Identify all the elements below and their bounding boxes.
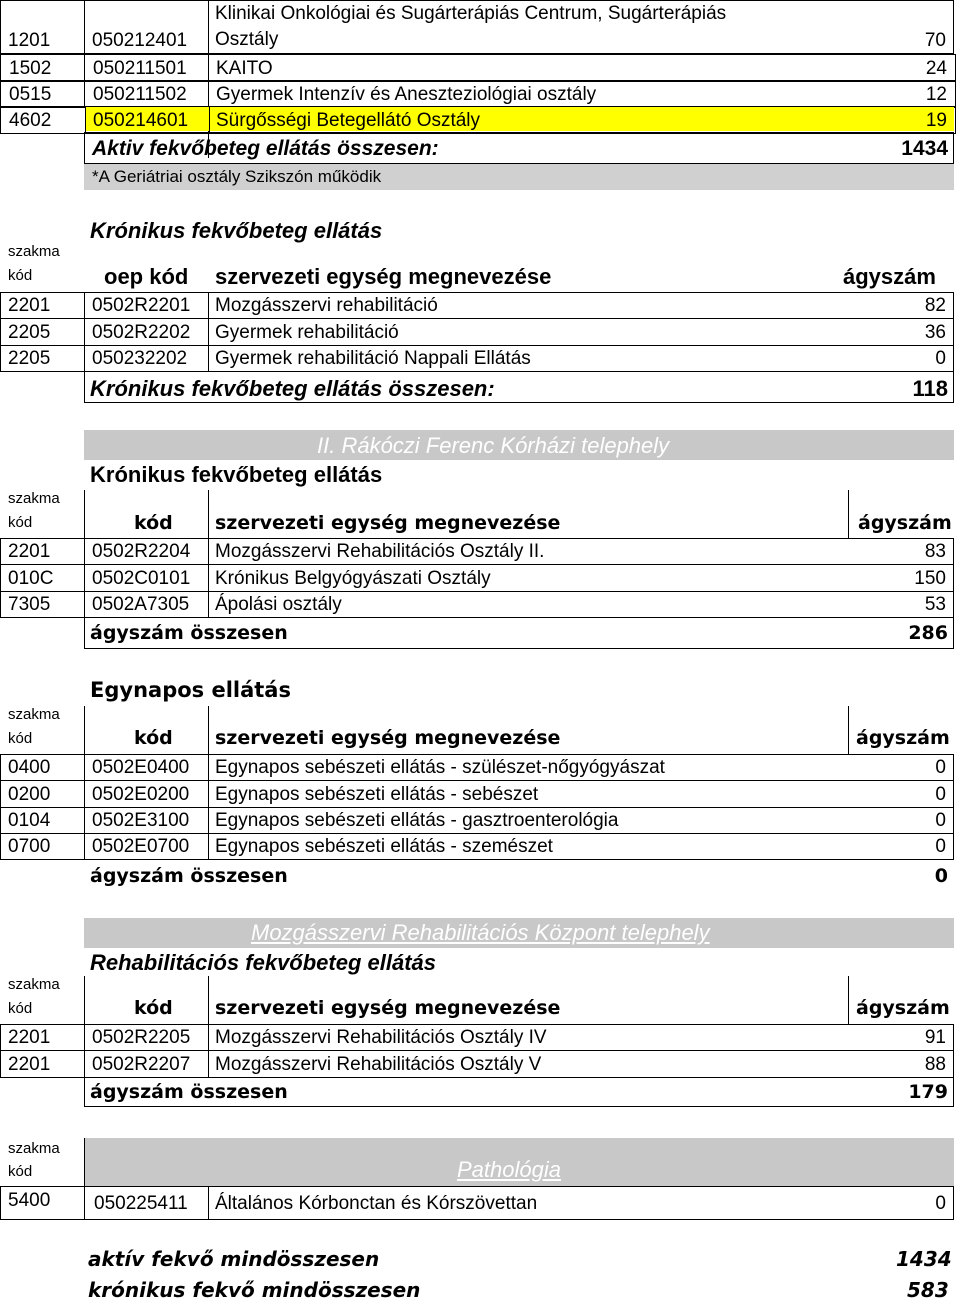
top-row-name-line2: Osztály xyxy=(215,29,279,50)
table-row xyxy=(0,1024,954,1050)
summary-kronikus-value: 583 xyxy=(907,1278,949,1302)
table-row xyxy=(0,807,954,833)
table-row xyxy=(0,565,954,591)
cell-beds: 0 xyxy=(935,784,946,805)
cell-szakma: 2205 xyxy=(8,348,51,369)
top-row-beds: 70 xyxy=(924,30,946,51)
section-title: Krónikus fekvőbeteg ellátás xyxy=(90,462,383,487)
cell-oep: 0502R2207 xyxy=(92,1054,191,1075)
top-row-oep: 050212401 xyxy=(92,30,188,51)
aktiv-total-value: 1434 xyxy=(901,137,948,160)
header-beds: ágyszám xyxy=(856,997,950,1019)
cell-beds: 53 xyxy=(924,594,946,615)
cell-name: Egynapos sebészeti ellátás - szemészet xyxy=(215,836,553,857)
header-oep: kód xyxy=(134,727,173,749)
summary-aktiv-value: 1434 xyxy=(896,1247,952,1271)
cell-name: Általános Kórbonctan és Kórszövettan xyxy=(215,1193,538,1214)
cell-szakma: 0700 xyxy=(8,836,51,857)
aktiv-total-label: Aktiv fekvőbeteg ellátás összesen: xyxy=(92,137,439,160)
cell-szakma: 2201 xyxy=(8,1027,51,1048)
top-row-name-line1: Klinikai Onkológiai és Sugárterápiás Centrum, Sugárterápiás xyxy=(215,3,727,24)
cell-beds: 91 xyxy=(924,1027,946,1048)
table-row xyxy=(0,54,956,82)
cell-beds: 19 xyxy=(925,110,947,131)
header-kod: kód xyxy=(8,1163,33,1180)
header-szakma: szakma xyxy=(8,1140,60,1157)
cell-name: Egynapos sebészeti ellátás - gasztroenterológia xyxy=(215,810,619,831)
cell-oep: 050214601 xyxy=(93,110,189,131)
header-beds: ágyszám xyxy=(843,264,936,289)
table-row xyxy=(0,292,954,318)
cell-szakma: 0400 xyxy=(8,757,51,778)
header-oep: kód xyxy=(134,512,173,534)
mozgas-total-value: 179 xyxy=(908,1081,948,1103)
cell-oep: 050211502 xyxy=(93,84,187,105)
cell-name: Ápolási osztály xyxy=(215,594,342,615)
rakoczi-total-label: ágyszám összesen xyxy=(90,622,288,644)
table-row xyxy=(0,781,954,807)
cell-oep: 050225411 xyxy=(94,1193,188,1214)
table-row xyxy=(0,319,954,345)
cell-name: Egynapos sebészeti ellátás - sebészet xyxy=(215,784,539,805)
table-row xyxy=(0,591,954,617)
cell-oep: 0502E0700 xyxy=(92,836,190,857)
site-header: Mozgásszervi Rehabilitációs Központ telephely xyxy=(251,920,710,945)
header-oep: kód xyxy=(134,997,173,1019)
section-title: Pathológia xyxy=(457,1157,561,1182)
header-szakma: szakma xyxy=(8,243,60,260)
cell-szakma: 7305 xyxy=(8,594,51,615)
cell-beds: 82 xyxy=(924,295,946,316)
cell-szakma: 010C xyxy=(8,568,54,589)
cell-szakma: 0104 xyxy=(8,810,51,831)
header-beds: ágyszám xyxy=(858,512,952,534)
section-title: Rehabilitációs fekvőbeteg ellátás xyxy=(90,950,437,975)
header-kod: kód xyxy=(8,1000,33,1017)
kronikus-total-value: 118 xyxy=(912,376,948,401)
table-row xyxy=(0,538,954,564)
header-name: szervezeti egység megnevezése xyxy=(215,997,561,1019)
cell-oep: 0502R2201 xyxy=(92,295,191,316)
table-row xyxy=(0,754,954,780)
geriatric-note: *A Geriátriai osztály Szikszón működik xyxy=(92,167,382,186)
cell-name: Egynapos sebészeti ellátás - szülészet-nőgyógyászat xyxy=(215,757,665,778)
cell-oep: 0502E0400 xyxy=(92,757,190,778)
cell-beds: 0 xyxy=(935,757,946,778)
header-kod: kód xyxy=(8,730,33,747)
header-kod: kód xyxy=(8,514,33,531)
cell-beds: 83 xyxy=(924,541,946,562)
cell-name: Mozgásszervi rehabilitáció xyxy=(215,295,438,316)
cell-oep: 0502E0200 xyxy=(92,784,190,805)
top-row-szakma: 1201 xyxy=(8,30,51,51)
header-oep: oep kód xyxy=(104,264,189,289)
cell-beds: 12 xyxy=(925,84,947,105)
header-name: szervezeti egység megnevezése xyxy=(215,512,561,534)
cell-szakma: 2201 xyxy=(8,541,51,562)
egynapos-total-value: 0 xyxy=(934,865,948,887)
header-beds: ágyszám xyxy=(856,727,950,749)
table-row xyxy=(0,106,956,134)
cell-name: Gyermek rehabilitáció xyxy=(215,322,399,343)
cell-oep: 050211501 xyxy=(93,58,187,79)
mozgas-total-label: ágyszám összesen xyxy=(90,1081,288,1103)
cell-oep: 0502E3100 xyxy=(92,810,190,831)
cell-beds: 0 xyxy=(935,348,946,369)
cell-beds: 0 xyxy=(935,810,946,831)
cell-oep: 0502A7305 xyxy=(92,594,190,615)
cell-oep: 0502R2202 xyxy=(92,322,191,343)
table-row xyxy=(0,1051,954,1077)
cell-name: Gyermek rehabilitáció Nappali Ellátás xyxy=(215,348,531,369)
kronikus-total-label: Krónikus fekvőbeteg ellátás összesen: xyxy=(90,376,495,401)
cell-name: Mozgásszervi Rehabilitációs Osztály IV xyxy=(215,1027,547,1048)
rakoczi-total-value: 286 xyxy=(908,622,948,644)
cell-name: Krónikus Belgyógyászati Osztály xyxy=(215,568,491,589)
cell-szakma: 1502 xyxy=(9,58,52,79)
cell-name: Sürgősségi Betegellátó Osztály xyxy=(216,110,481,131)
cell-beds: 24 xyxy=(925,58,947,79)
cell-beds: 0 xyxy=(935,1193,946,1214)
cell-szakma: 5400 xyxy=(8,1190,51,1211)
cell-szakma: 0515 xyxy=(9,84,52,105)
cell-szakma: 4602 xyxy=(9,110,52,131)
cell-beds: 150 xyxy=(914,568,946,589)
cell-szakma: 2205 xyxy=(8,322,51,343)
table-row xyxy=(0,833,954,859)
header-name: szervezeti egység megnevezése xyxy=(215,264,552,289)
table-row xyxy=(0,345,954,371)
cell-szakma: 0200 xyxy=(8,784,51,805)
header-szakma: szakma xyxy=(8,976,60,993)
header-szakma: szakma xyxy=(8,706,60,723)
section-title: Krónikus fekvőbeteg ellátás xyxy=(90,218,383,243)
cell-beds: 88 xyxy=(924,1054,946,1075)
egynapos-total-label: ágyszám összesen xyxy=(90,865,288,887)
header-szakma: szakma xyxy=(8,490,60,507)
section-title: Egynapos ellátás xyxy=(90,678,291,702)
cell-name: Mozgásszervi Rehabilitációs Osztály V xyxy=(215,1054,542,1075)
cell-oep: 050232202 xyxy=(92,348,188,369)
cell-oep: 0502C0101 xyxy=(92,568,191,589)
site-header: II. Rákóczi Ferenc Kórházi telephely xyxy=(317,433,670,458)
header-name: szervezeti egység megnevezése xyxy=(215,727,561,749)
cell-szakma: 2201 xyxy=(8,295,51,316)
cell-oep: 0502R2205 xyxy=(92,1027,191,1048)
cell-name: Gyermek Intenzív és Aneszteziológiai osztály xyxy=(216,84,597,105)
cell-name: KAITO xyxy=(216,58,273,79)
header-kod: kód xyxy=(8,267,33,284)
summary-aktiv-label: aktív fekvő mindösszesen xyxy=(88,1247,380,1271)
cell-beds: 0 xyxy=(935,836,946,857)
cell-name: Mozgásszervi Rehabilitációs Osztály II. xyxy=(215,541,545,562)
cell-beds: 36 xyxy=(924,322,946,343)
cell-szakma: 2201 xyxy=(8,1054,51,1075)
cell-oep: 0502R2204 xyxy=(92,541,191,562)
table-row xyxy=(0,80,956,108)
summary-kronikus-label: krónikus fekvő mindösszesen xyxy=(88,1278,421,1302)
